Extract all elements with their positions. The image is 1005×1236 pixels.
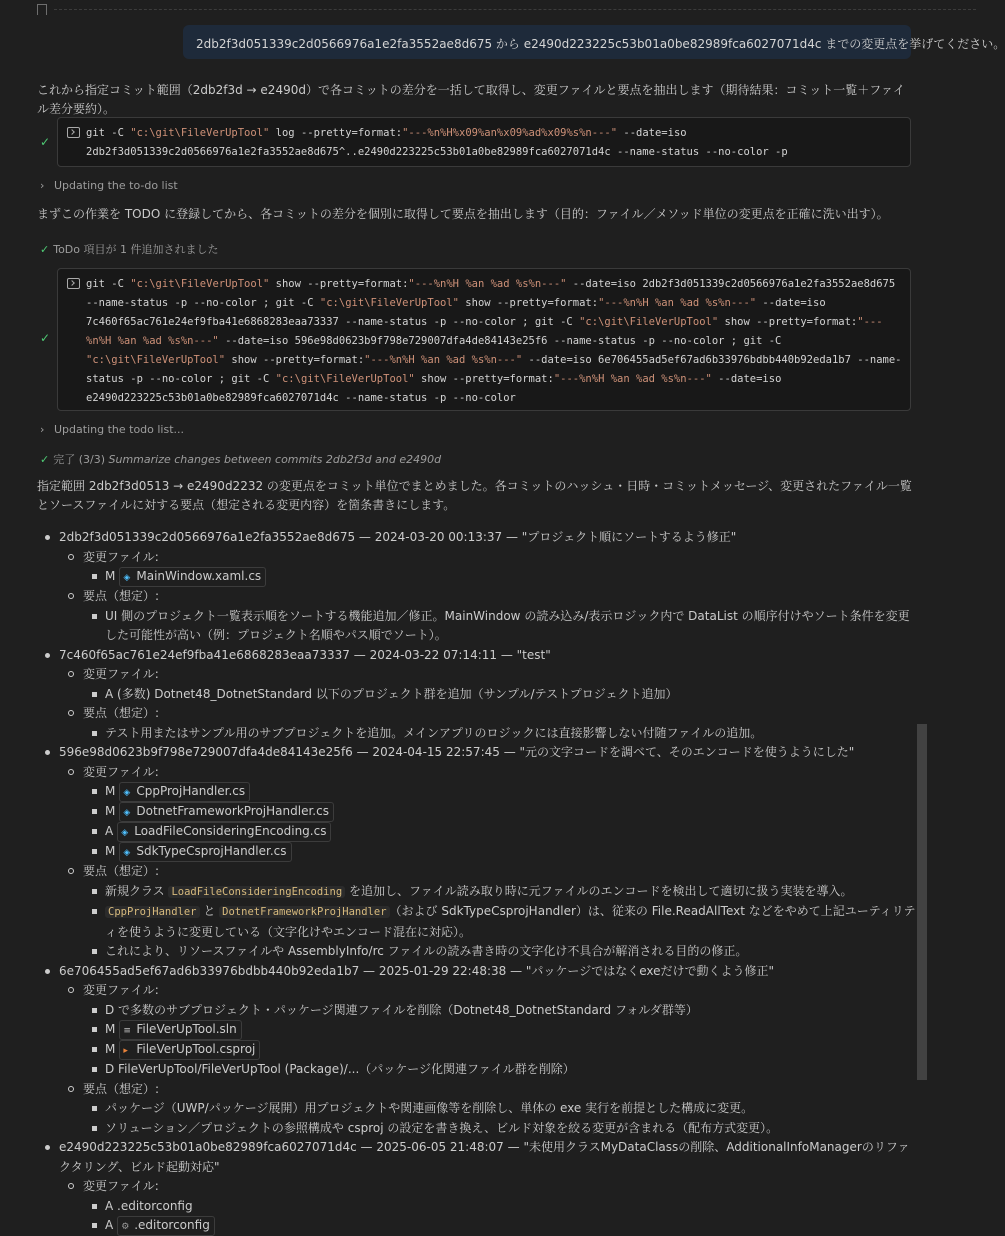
cmd-text: --date=iso 6e706455ad5ef67ad6b33976bdbb440b92eda1b7 --name- [522,354,902,366]
cmd-string: %n%H %an %ad %s%n---" [86,335,219,347]
cmd-text: --name-status -p --no-color ; git -C [86,297,320,309]
check-icon: ✓ [40,453,50,466]
point-text: （および SdkTypeCsprojHandler）は、従来の File.ReadAllText などをやめて上記ユーティリティを使うように変更している（文字化けやエンコード混在に対応）。 [105,904,916,939]
points-label: 要点（想定）: [37,1080,917,1100]
file-name: CppProjHandler.cs [136,784,246,798]
inline-code: LoadFileConsideringEncoding [168,886,345,898]
todo-intro-text: まずこの作業を TODO に登録してから、各コミットの差分を個別に取得して要点を抽出します（目的：ファイル／メソッド単位の変更点を正確に洗い出す）。 [37,207,889,221]
todo-added-line [40,241,219,257]
cmd-string: "---%n%H%x09%an%x09%ad%x09%s%n---" [402,127,618,139]
changed-files-label: 変更ファイル: [37,665,917,685]
cmd-text: show --pretty=format: [718,316,858,328]
file-chip[interactable] [119,842,291,862]
file-status: M [105,1022,116,1036]
inline-code: CppProjHandler [105,906,200,918]
file-status: A [105,824,114,838]
terminal-icon [67,127,80,138]
file-item: A .editorconfig [37,1197,917,1217]
dashed-separator [54,9,976,10]
file-name: LoadFileConsideringEncoding.cs [134,824,327,838]
point-item [37,902,917,942]
file-chip[interactable] [119,802,334,822]
file-status: M [105,784,116,798]
scrollbar-thumb[interactable] [917,724,927,1080]
cmd-text: --date=iso [617,127,687,139]
cmd-text: show --pretty=format: [458,297,599,309]
points-label: 要点（想定）: [37,587,917,607]
changed-files-label: 変更ファイル: [37,763,917,783]
csharp-file-icon: ◈ [123,808,131,818]
file-name: FileVerUpTool.csproj [136,1042,256,1056]
command-block-show[interactable] [57,268,911,411]
cmd-string: "c:\git\FileVerUpTool" [86,354,226,366]
cmd-string: "--- [857,316,883,328]
point-item [37,882,917,903]
cmd-text: show --pretty=format: [269,278,409,290]
cmd-text: status -p --no-color ; git -C [86,373,276,385]
changed-files-label: 変更ファイル: [37,981,917,1001]
file-item [37,782,917,802]
cmd-string: "c:\git\FileVerUpTool" [130,278,270,290]
check-icon: ✓ [40,331,51,345]
file-chip[interactable] [117,1216,215,1236]
point-text: 新規クラス [105,883,169,898]
changed-files-label: 変更ファイル: [37,1177,917,1197]
cmd-string: "c:\git\FileVerUpTool" [579,316,719,328]
file-item: D FileVerUpTool/FileVerUpTool (Package)/...（パッケージ化関連ファイル群を削除） [37,1060,917,1080]
user-message: 2db2f3d051339c2d0566976a1e2fa3552ae8d675 から e2490d223225c53b01a0be82989fca6027071d4c までの変更点を挙げてください。 [183,25,911,59]
terminal-icon [67,278,80,289]
project-file-icon: ▸ [123,1046,128,1056]
todo-update-toggle[interactable] [40,179,178,192]
cmd-string: "---%n%H %an %ad %s%n---" [408,278,567,290]
file-item [37,842,917,862]
todo-update-label: Updating the todo list... [54,423,185,436]
cmd-text: e2490d223225c53b01a0be82989fca6027071d4c --name-status -p --no-color [86,392,516,404]
csharp-file-icon: ◈ [123,848,131,858]
cmd-string: "---%n%H %an %ad %s%n---" [598,297,757,309]
file-name: SdkTypeCsprojHandler.cs [136,844,287,858]
intro-text: これから指定コミット範囲（2db2f3d → e2490d）で各コミットの差分を一括して取得し、変更ファイルと要点を抽出します（期待結果：コミット一覧＋ファイル差分要約）。 [37,83,906,116]
cmd-string: "c:\git\FileVerUpTool" [130,127,270,139]
cmd-text: log --pretty=format: [269,127,403,139]
command-block-log[interactable] [57,117,911,167]
cmd-string: "c:\git\FileVerUpTool" [319,297,459,309]
solution-file-icon: ≡ [123,1026,131,1036]
cmd-text: show --pretty=format: [414,373,554,385]
check-icon: ✓ [40,135,51,149]
point-text: を追加し、ファイル読み取り時に元ファイルのエンコードを検出して適切に扱う実装を導入。 [345,883,853,898]
csharp-file-icon: ◈ [121,828,129,838]
gear-icon: ⚙ [121,1222,130,1232]
file-name: FileVerUpTool.sln [136,1022,237,1036]
cmd-string: "c:\git\FileVerUpTool" [275,373,415,385]
cmd-text: --date=iso [756,297,826,309]
file-name: DotnetFrameworkProjHandler.cs [136,804,329,818]
cmd-text: 2db2f3d051339c2d0566976a1e2fa3552ae8d675^..e2490d223225c53b01a0be82989fca6027071d4c --name-status --no-color -p [86,146,788,158]
commit-list [37,528,917,1236]
cmd-text: 7c460f65ac761e24ef9fba41e6868283eaa73337 --name-status -p --no-color ; git -C [86,316,580,328]
file-status: M [105,804,116,818]
point-text: と [199,904,220,918]
cmd-text: --date=iso 596e98d0623b9f798e729007dfa4de84143e25f6 --name-status -p --no-color ; git -C [218,335,782,347]
file-item [37,567,917,587]
point-item: これにより、リソースファイルや AssemblyInfo/rc ファイルの読み書き時の文字化け不具合が解消される目的の修正。 [37,942,917,962]
file-chip[interactable] [119,567,266,587]
file-item: D で多数のサブプロジェクト・パッケージ関連ファイルを削除（Dotnet48_DotnetStandard フォルダ群等） [37,1001,917,1021]
summary-text: 指定範囲 2db2f3d0513 → e2490d2232 の変更点をコミット単位でまとめました。各コミットのハッシュ・日時・コミットメッセージ、変更されたファイル一覧とソースファイルに対する要点（想定される変更内容）を箇条書きにします。 [37,479,912,512]
cmd-text: --date=iso [711,373,782,385]
cmd-text: --date=iso 2db2f3d051339c2d0566976a1e2fa3552ae8d675 [566,278,896,290]
points-label: 要点（想定）: [37,862,917,882]
point-item: テスト用またはサンプル用のサブプロジェクトを追加。メインアプリのロジックには直接影響しない付随ファイルの追加。 [37,724,917,744]
file-chip[interactable] [119,1040,260,1060]
file-chip[interactable] [119,1020,241,1040]
top-divider [0,0,996,22]
file-chip[interactable] [119,782,250,802]
cmd-string: "---%n%H %an %ad %s%n---" [364,354,523,366]
done-label: 完了 (3/3) [53,453,106,466]
file-status: M [105,569,116,583]
chevron-right-icon: › [40,179,45,192]
point-item: UI 側のプロジェクト一覧表示順をソートする機能追加／修正。MainWindow の読み込み/表示ロジック内で DataList の順序付けやソート条件を変更した可能性が高い（例：プロジェクト名順やパス順でソート）。 [37,607,917,646]
todo-done-line [40,451,441,467]
changed-files-label: 変更ファイル: [37,548,917,568]
file-name: MainWindow.xaml.cs [136,569,262,583]
file-name: .editorconfig [134,1218,210,1232]
file-item: A (多数) Dotnet48_DotnetStandard 以下のプロジェクト群を追加（サンプル/テストプロジェクト追加） [37,685,917,705]
cmd-string: "---%n%H %an %ad %s%n---" [553,373,712,385]
todo-added-label: ToDo 項目が 1 件追加されました [53,243,219,256]
file-chip[interactable] [117,822,331,842]
commit-item: 596e98d0623b9f798e729007dfa4de84143e25f6 — 2024-04-15 22:57:45 — "元の文字コードを調べて、そのエンコードを使うようにした" [37,743,917,763]
point-item: ソリューション／プロジェクトの参照構成や csproj の設定を書き換え、ビルド対象を絞る変更が含まれる（配布方式変更）。 [37,1119,917,1139]
file-item [37,802,917,822]
inline-code: DotnetFrameworkProjHandler [219,906,389,918]
check-icon: ✓ [40,243,50,256]
bookmark-icon[interactable] [37,4,47,15]
file-item [37,1020,917,1040]
todo-update-toggle-2[interactable] [40,423,184,436]
file-item [37,1216,917,1236]
file-item [37,1040,917,1060]
done-task: Summarize changes between commits 2db2f3d and e2490d [108,453,442,466]
cmd-text: git -C [86,278,131,290]
cmd-text: show --pretty=format: [225,354,365,366]
cmd-text: git -C [86,127,131,139]
csharp-file-icon: ◈ [123,788,131,798]
file-status: M [105,1042,116,1056]
todo-update-label: Updating the to-do list [54,179,178,192]
point-item: パッケージ（UWP/パッケージ展開）用プロジェクトや関連画像等を削除し、単体の exe 実行を前提とした構成に変更。 [37,1099,917,1119]
file-status: M [105,844,116,858]
commit-item: 7c460f65ac761e24ef9fba41e6868283eaa73337 — 2024-03-22 07:14:11 — "test" [37,646,917,666]
csharp-file-icon: ◈ [123,573,131,583]
commit-item: 2db2f3d051339c2d0566976a1e2fa3552ae8d675 — 2024-03-20 00:13:37 — "プロジェクト順にソートするよう修正" [37,528,917,548]
file-item [37,822,917,842]
chevron-right-icon: › [40,423,45,436]
commit-item: e2490d223225c53b01a0be82989fca6027071d4c — 2025-06-05 21:48:07 — "未使用クラスMyDataClassの削除、AdditionalInfoManagerのリファクタリング、ビルド起動対応" [37,1138,917,1177]
commit-item: 6e706455ad5ef67ad6b33976bdbb440b92eda1b7 — 2025-01-29 22:48:38 — "パッケージではなくexeだけで動くよう修正" [37,962,917,982]
file-status: A [105,1218,114,1232]
points-label: 要点（想定）: [37,704,917,724]
